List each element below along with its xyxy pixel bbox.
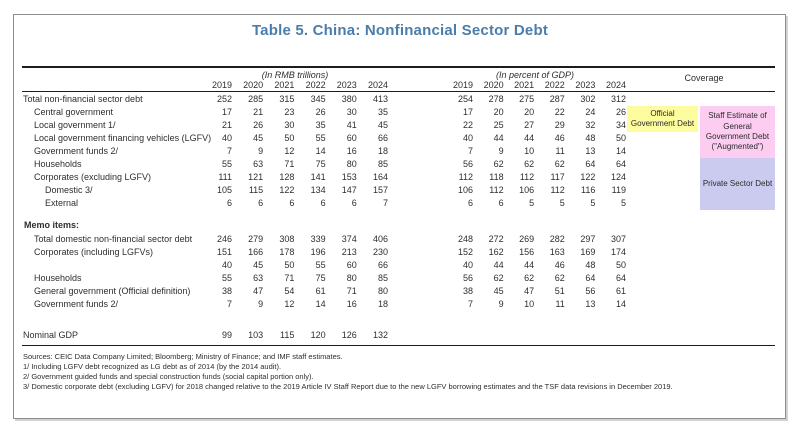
value-cell: 45 — [253, 133, 264, 143]
value-cell: 141 — [310, 172, 326, 182]
value-cell: 9 — [498, 299, 504, 309]
value-cell: 18 — [377, 146, 388, 156]
value-cell: 40 — [221, 260, 232, 270]
row-label: Domestic 3/ — [45, 185, 93, 195]
value-cell: 22 — [554, 107, 565, 117]
value-cell: 56 — [462, 159, 473, 169]
row-label: Government funds 2/ — [34, 299, 119, 309]
value-cell: 21 — [221, 120, 232, 130]
value-cell: 315 — [279, 94, 295, 104]
table-row — [22, 197, 775, 210]
value-cell: 6 — [320, 198, 326, 208]
value-cell: 40 — [462, 260, 473, 270]
value-cell: 29 — [554, 120, 565, 130]
value-cell: 23 — [284, 107, 295, 117]
year-label: 2023 — [336, 80, 357, 90]
row-label: Corporates (excluding LGFV) — [34, 172, 152, 182]
value-cell: 6 — [226, 198, 232, 208]
row-label: Households — [34, 159, 82, 169]
value-cell: 345 — [310, 94, 326, 104]
value-cell: 166 — [248, 247, 264, 257]
coverage-box-private-sector-debt: Private Sector Debt — [700, 158, 775, 210]
value-cell: 112 — [458, 172, 473, 182]
value-cell: 40 — [462, 133, 473, 143]
value-cell: 13 — [585, 299, 596, 309]
value-cell: 122 — [279, 185, 295, 195]
value-cell: 27 — [524, 120, 535, 130]
table-row — [22, 145, 775, 158]
value-cell: 12 — [284, 146, 295, 156]
memo-row — [22, 272, 775, 285]
row-label: Total domestic non-financial sector debt — [34, 234, 193, 244]
table-row — [22, 184, 775, 197]
value-cell: 44 — [524, 260, 535, 270]
value-cell: 132 — [372, 330, 388, 340]
row-label: Local government financing vehicles (LGFV) — [34, 133, 212, 143]
top-rule — [22, 66, 775, 68]
value-cell: 60 — [346, 133, 357, 143]
row-label: External — [45, 198, 79, 208]
value-cell: 55 — [315, 133, 326, 143]
value-cell: 275 — [519, 94, 535, 104]
value-cell: 20 — [493, 107, 504, 117]
value-cell: 75 — [315, 159, 326, 169]
value-cell: 147 — [341, 185, 357, 195]
value-cell: 26 — [315, 107, 326, 117]
value-cell: 6 — [467, 198, 473, 208]
value-cell: 9 — [258, 299, 264, 309]
value-cell: 119 — [611, 185, 626, 195]
value-cell: 13 — [585, 146, 596, 156]
row-label: Households — [34, 273, 82, 283]
value-cell: 14 — [615, 146, 626, 156]
value-cell: 230 — [372, 247, 388, 257]
value-cell: 16 — [346, 146, 357, 156]
year-label: 2021 — [274, 80, 295, 90]
value-cell: 312 — [610, 94, 626, 104]
value-cell: 124 — [610, 172, 626, 182]
coverage-header: Coverage — [684, 73, 724, 83]
value-cell: 116 — [581, 185, 596, 195]
value-cell: 157 — [372, 185, 388, 195]
value-cell: 163 — [549, 247, 565, 257]
value-cell: 112 — [550, 185, 565, 195]
value-cell: 339 — [310, 234, 326, 244]
value-cell: 134 — [310, 185, 326, 195]
value-cell: 50 — [284, 260, 295, 270]
value-cell: 111 — [218, 172, 232, 182]
value-cell: 10 — [524, 299, 535, 309]
value-cell: 6 — [351, 198, 357, 208]
value-cell: 45 — [493, 286, 504, 296]
value-cell: 17 — [221, 107, 232, 117]
value-cell: 50 — [615, 260, 626, 270]
value-cell: 71 — [284, 273, 295, 283]
value-cell: 55 — [221, 273, 232, 283]
year-label: 2022 — [305, 80, 326, 90]
value-cell: 24 — [585, 107, 596, 117]
value-cell: 71 — [284, 159, 295, 169]
value-cell: 106 — [457, 185, 473, 195]
value-cell: 62 — [493, 159, 504, 169]
value-cell: 62 — [524, 159, 535, 169]
value-cell: 103 — [248, 330, 264, 340]
value-cell: 374 — [341, 234, 357, 244]
value-cell: 252 — [216, 94, 232, 104]
value-cell: 66 — [377, 133, 388, 143]
row-label: General government (Official definition) — [34, 286, 191, 296]
value-cell: 16 — [346, 299, 357, 309]
value-cell: 80 — [346, 159, 357, 169]
value-cell: 7 — [467, 299, 473, 309]
value-cell: 105 — [216, 185, 232, 195]
value-cell: 380 — [341, 94, 357, 104]
value-cell: 169 — [580, 247, 596, 257]
value-cell: 115 — [280, 330, 295, 340]
memo-row — [22, 298, 775, 311]
value-cell: 26 — [615, 107, 626, 117]
value-cell: 112 — [519, 172, 535, 182]
year-label: 2024 — [367, 80, 388, 90]
value-cell: 7 — [382, 198, 388, 208]
table-row — [22, 171, 775, 184]
value-cell: 413 — [372, 94, 388, 104]
value-cell: 120 — [310, 330, 326, 340]
value-cell: 64 — [615, 273, 626, 283]
row-label: Nominal GDP — [23, 330, 79, 340]
row-label: Local government 1/ — [34, 120, 116, 130]
value-cell: 61 — [615, 286, 626, 296]
value-cell: 128 — [279, 172, 295, 182]
value-cell: 32 — [585, 120, 596, 130]
value-cell: 6 — [258, 198, 264, 208]
memo-row — [22, 259, 775, 272]
value-cell: 35 — [315, 120, 326, 130]
value-cell: 112 — [489, 185, 504, 195]
value-cell: 54 — [284, 286, 295, 296]
row-label: Central government — [34, 107, 114, 117]
value-cell: 47 — [524, 286, 535, 296]
value-cell: 6 — [289, 198, 295, 208]
value-cell: 62 — [493, 273, 504, 283]
value-cell: 269 — [519, 234, 535, 244]
value-cell: 48 — [585, 260, 596, 270]
value-cell: 21 — [253, 107, 264, 117]
value-cell: 285 — [248, 94, 264, 104]
year-label: 2022 — [544, 80, 565, 90]
value-cell: 71 — [346, 286, 357, 296]
unit-header-rmb: (In RMB trillions) — [261, 70, 329, 80]
value-cell: 5 — [590, 198, 596, 208]
year-header-row — [22, 79, 775, 92]
value-cell: 11 — [555, 299, 565, 309]
value-cell: 151 — [216, 247, 232, 257]
value-cell: 6 — [498, 198, 504, 208]
coverage-box-augmented-government-debt: Staff Estimate of General Government Debt ("Augmented") — [700, 106, 775, 158]
value-cell: 279 — [248, 234, 264, 244]
value-cell: 85 — [377, 159, 388, 169]
value-cell: 38 — [221, 286, 232, 296]
value-cell: 47 — [253, 286, 264, 296]
row-label: Government funds 2/ — [34, 146, 119, 156]
value-cell: 7 — [226, 299, 232, 309]
value-cell: 51 — [554, 286, 565, 296]
value-cell: 99 — [221, 330, 232, 340]
value-cell: 153 — [341, 172, 357, 182]
value-cell: 60 — [346, 260, 357, 270]
value-cell: 35 — [377, 107, 388, 117]
value-cell: 248 — [457, 234, 473, 244]
table-row — [22, 93, 775, 106]
value-cell: 20 — [524, 107, 535, 117]
value-cell: 152 — [457, 247, 473, 257]
value-cell: 50 — [284, 133, 295, 143]
value-cell: 11 — [555, 146, 565, 156]
value-cell: 118 — [489, 172, 504, 182]
value-cell: 34 — [615, 120, 626, 130]
year-label: 2019 — [452, 80, 473, 90]
value-cell: 64 — [615, 159, 626, 169]
value-cell: 48 — [585, 133, 596, 143]
value-cell: 115 — [248, 185, 264, 195]
value-cell: 40 — [221, 133, 232, 143]
value-cell: 66 — [377, 260, 388, 270]
value-cell: 14 — [615, 299, 626, 309]
coverage-box-official-government-debt: Official Government Debt — [627, 106, 698, 132]
value-cell: 80 — [346, 273, 357, 283]
value-cell: 297 — [580, 234, 596, 244]
value-cell: 282 — [549, 234, 565, 244]
year-label: 2023 — [575, 80, 596, 90]
year-label: 2021 — [514, 80, 535, 90]
value-cell: 122 — [580, 172, 596, 182]
value-cell: 56 — [585, 286, 596, 296]
value-cell: 55 — [315, 260, 326, 270]
year-label: 2020 — [243, 80, 264, 90]
table-row — [22, 132, 775, 145]
value-cell: 38 — [462, 286, 473, 296]
value-cell: 63 — [253, 159, 264, 169]
value-cell: 22 — [462, 120, 473, 130]
table-title: Table 5. China: Nonfinancial Sector Debt — [251, 22, 549, 39]
value-cell: 126 — [341, 330, 357, 340]
value-cell: 164 — [372, 172, 388, 182]
footnote-3: 3/ Domestic corporate debt (excluding LGFV) for 2018 changed relative to the 2019 Article IV Staff Report due to the new LGFV borrowing estimates and the TSF data revisions in December 2019. — [23, 382, 673, 391]
value-cell: 44 — [493, 260, 504, 270]
footnote-sources: Sources: CEIC Data Company Limited; Bloomberg; Ministry of Finance; and IMF staff estimates. — [23, 352, 343, 361]
row-label: Corporates (including LGFVs) — [34, 247, 154, 257]
value-cell: 5 — [620, 198, 626, 208]
value-cell: 30 — [284, 120, 295, 130]
year-label: 2020 — [483, 80, 504, 90]
value-cell: 56 — [462, 273, 473, 283]
value-cell: 62 — [554, 159, 565, 169]
value-cell: 85 — [377, 273, 388, 283]
value-cell: 302 — [580, 94, 596, 104]
value-cell: 406 — [372, 234, 388, 244]
value-cell: 7 — [467, 146, 473, 156]
year-label: 2019 — [211, 80, 232, 90]
value-cell: 117 — [550, 172, 565, 182]
value-cell: 156 — [519, 247, 535, 257]
value-cell: 5 — [559, 198, 565, 208]
value-cell: 61 — [315, 286, 326, 296]
value-cell: 45 — [377, 120, 388, 130]
value-cell: 7 — [226, 146, 232, 156]
value-cell: 62 — [554, 273, 565, 283]
value-cell: 106 — [519, 185, 535, 195]
value-cell: 18 — [377, 299, 388, 309]
value-cell: 121 — [248, 172, 264, 182]
memo-row — [22, 233, 775, 246]
value-cell: 64 — [585, 273, 596, 283]
value-cell: 10 — [524, 146, 535, 156]
memo-row — [22, 246, 775, 259]
value-cell: 12 — [284, 299, 295, 309]
value-cell: 46 — [554, 133, 565, 143]
value-cell: 178 — [279, 247, 295, 257]
value-cell: 17 — [462, 107, 473, 117]
value-cell: 80 — [377, 286, 388, 296]
value-cell: 63 — [253, 273, 264, 283]
value-cell: 162 — [488, 247, 504, 257]
value-cell: 196 — [310, 247, 326, 257]
value-cell: 14 — [315, 146, 326, 156]
value-cell: 246 — [216, 234, 232, 244]
value-cell: 26 — [253, 120, 264, 130]
value-cell: 254 — [457, 94, 473, 104]
memo-items-header: Memo items: — [24, 220, 80, 230]
value-cell: 55 — [221, 159, 232, 169]
row-label: Total non-financial sector debt — [23, 94, 143, 104]
value-cell: 50 — [615, 133, 626, 143]
value-cell: 64 — [585, 159, 596, 169]
value-cell: 287 — [549, 94, 565, 104]
value-cell: 5 — [529, 198, 535, 208]
value-cell: 25 — [493, 120, 504, 130]
value-cell: 213 — [341, 247, 357, 257]
footnote-2: 2/ Government guided funds and special construction funds (social capital portion only). — [23, 372, 314, 381]
nominal-gdp-row — [22, 329, 775, 342]
value-cell: 272 — [488, 234, 504, 244]
memo-row — [22, 285, 775, 298]
unit-header-gdp: (In percent of GDP) — [495, 70, 575, 80]
value-cell: 44 — [493, 133, 504, 143]
value-cell: 75 — [315, 273, 326, 283]
value-cell: 9 — [498, 146, 504, 156]
value-cell: 9 — [258, 146, 264, 156]
year-label: 2024 — [605, 80, 626, 90]
value-cell: 46 — [554, 260, 565, 270]
bottom-rule — [22, 345, 775, 346]
value-cell: 278 — [488, 94, 504, 104]
value-cell: 308 — [279, 234, 295, 244]
value-cell: 30 — [346, 107, 357, 117]
footnote-1: 1/ Including LGFV debt recognized as LG debt as of 2014 (by the 2014 audit). — [23, 362, 282, 371]
value-cell: 45 — [253, 260, 264, 270]
table-row — [22, 158, 775, 171]
value-cell: 307 — [610, 234, 626, 244]
value-cell: 44 — [524, 133, 535, 143]
value-cell: 174 — [610, 247, 626, 257]
value-cell: 14 — [315, 299, 326, 309]
value-cell: 41 — [346, 120, 357, 130]
value-cell: 62 — [524, 273, 535, 283]
